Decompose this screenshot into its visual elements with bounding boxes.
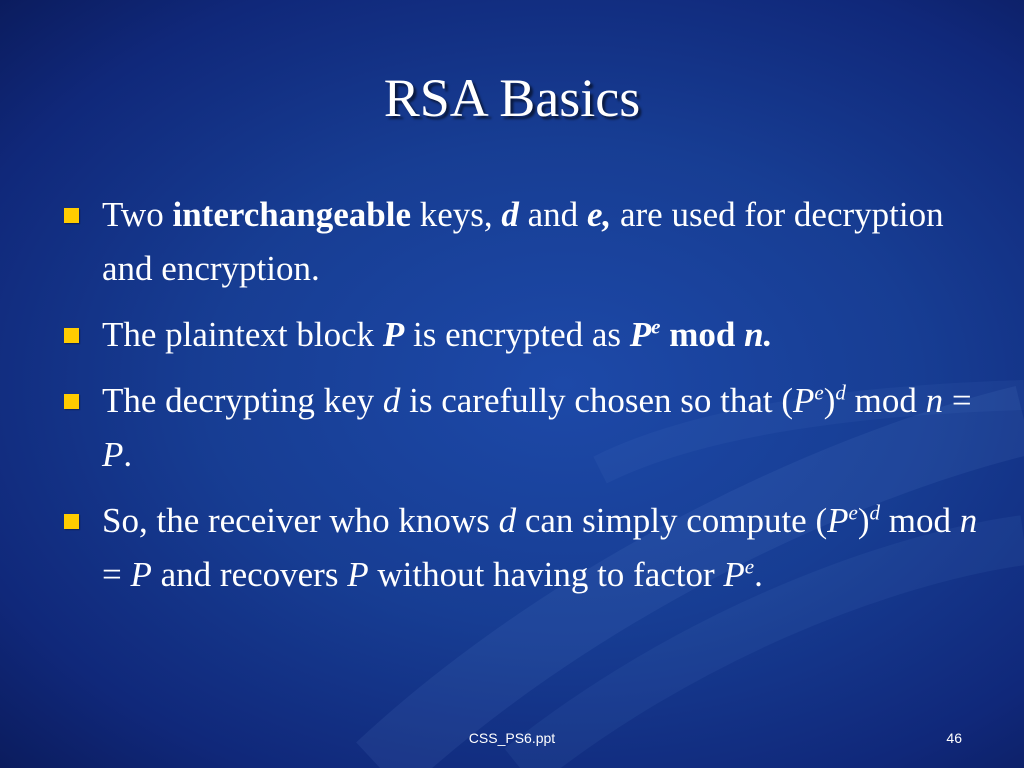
text-run: P	[130, 555, 152, 594]
text-run: .	[123, 435, 133, 474]
text-run: is carefully chosen so that (	[400, 381, 794, 420]
square-bullet-icon	[64, 328, 79, 343]
text-run: =	[943, 381, 972, 420]
footer-page-number: 46	[946, 730, 962, 746]
text-run: n	[925, 381, 944, 420]
bullet-list	[62, 188, 982, 614]
bullet-text	[102, 381, 972, 474]
text-run: P	[629, 315, 652, 354]
bullet-item	[62, 308, 982, 362]
text-run: P	[827, 501, 849, 540]
text-run: So, the receiver who knows	[102, 501, 499, 540]
text-run: e,	[586, 195, 612, 234]
superscript-run: d	[869, 500, 880, 525]
superscript-run: e	[651, 314, 661, 339]
superscript-run: e	[848, 500, 858, 525]
text-run: d	[498, 501, 517, 540]
footer-filename: CSS_PS6.ppt	[468, 730, 556, 746]
bullet-item	[62, 374, 982, 482]
bullet-item	[62, 188, 982, 296]
bullet-text	[102, 195, 944, 288]
text-run: )	[857, 501, 870, 540]
text-run: The decrypting key	[102, 381, 383, 420]
text-run: P	[347, 555, 369, 594]
text-run: Two	[102, 195, 173, 234]
text-run: mod	[845, 381, 926, 420]
text-run: P	[382, 315, 405, 354]
square-bullet-icon	[64, 208, 79, 223]
bullet-text	[102, 501, 977, 594]
text-run: can simply compute (	[516, 501, 828, 540]
text-run: P	[793, 381, 815, 420]
text-run: is encrypted as	[404, 315, 630, 354]
text-run: =	[102, 555, 131, 594]
square-bullet-icon	[64, 514, 79, 529]
text-run: d	[382, 381, 401, 420]
superscript-run: e	[744, 554, 755, 579]
text-run: mod	[880, 501, 960, 540]
text-run: and recovers	[151, 555, 348, 594]
text-run: keys,	[410, 195, 502, 234]
square-bullet-icon	[64, 394, 79, 409]
text-run: without having to factor	[368, 555, 724, 594]
text-run: )	[823, 381, 836, 420]
slide-title: RSA Basics	[383, 68, 641, 128]
text-run: n.	[744, 315, 773, 354]
bullet-item	[62, 494, 982, 602]
text-run: d	[501, 195, 519, 234]
text-run: P	[723, 555, 745, 594]
text-run: are used for decryption and encryption.	[102, 195, 944, 288]
text-run: interchangeable	[172, 195, 411, 234]
superscript-run: d	[835, 380, 846, 405]
superscript-run: e	[814, 380, 824, 405]
text-run: and	[518, 195, 587, 234]
text-run: n	[959, 501, 978, 540]
text-run: The plaintext block	[102, 315, 383, 354]
bullet-text	[102, 315, 772, 354]
text-run: .	[754, 555, 763, 594]
text-run: mod	[660, 315, 745, 354]
text-run: P	[102, 435, 124, 474]
